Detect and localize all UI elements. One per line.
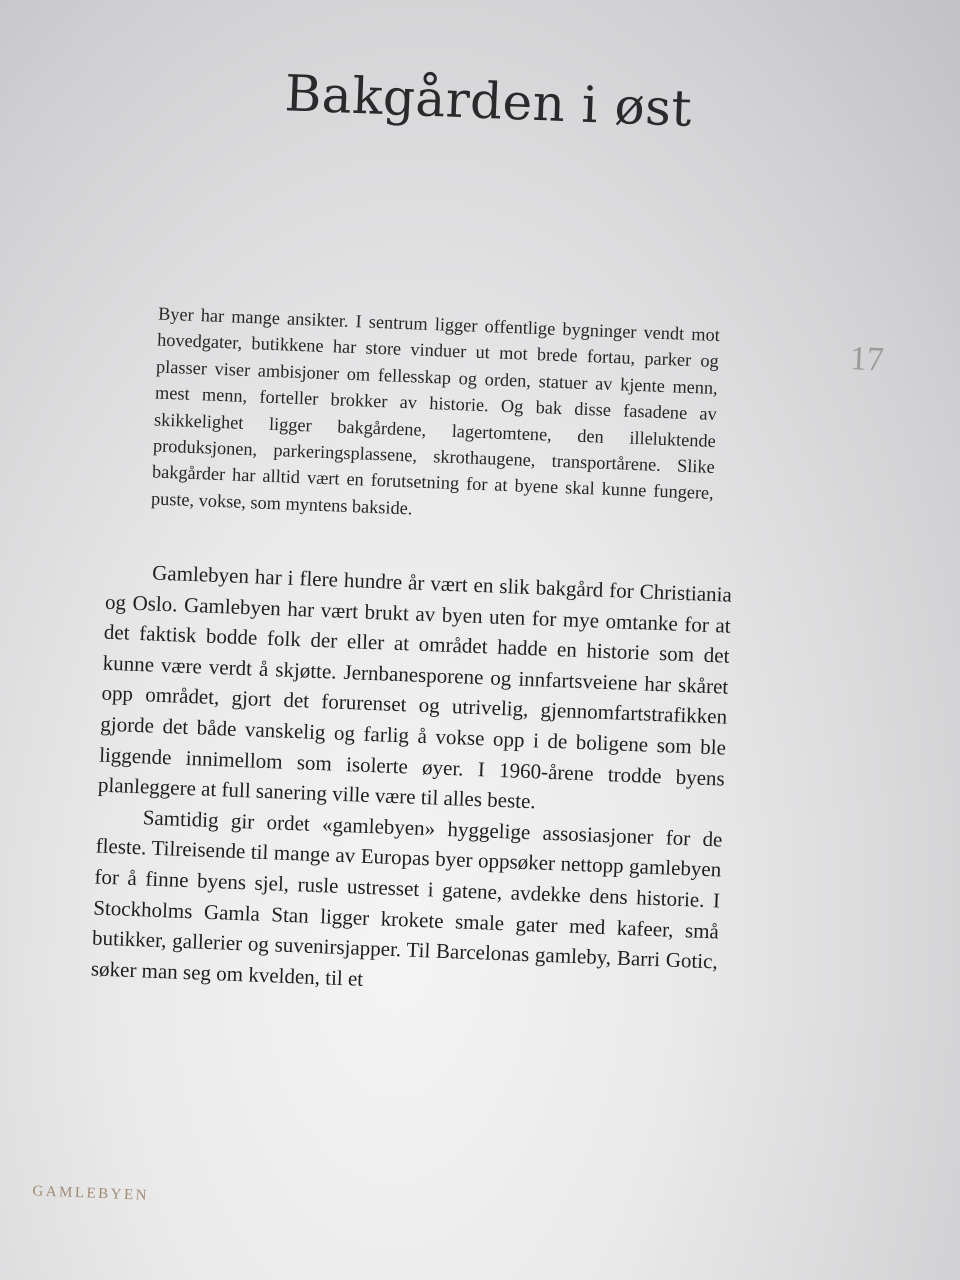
page-number: 17 (849, 340, 885, 379)
intro-paragraph: Byer har mange ansikter. I sentrum ligger offentlige bygninger vendt mot hovedgater, butikkene har store vinduer ut mot brede fortau, parker og plasser viser ambisjoner om fellesskap og orden, statuer av kjente menn, mest menn, forteller brokker av historie. Og bak disse fasadene av skikkelighet ligger bakgårdene, lagertomtene, den illeluktende produksjonen, parkeringsplassene, skrothaugene, transportårene. Slike bakgårder har alltid vært en forutsetning for at byene skal kunne fungere, puste, vokse, som myntens bakside. (150, 303, 721, 519)
body-text (90, 556, 732, 1008)
body-paragraph: Gamlebyen har i flere hundre år vært en slik bakgård for Christiania og Oslo. Gamlebyen har vært brukt av byen uten for mye omtanke for at det faktisk bodde folk der eller at området hadde en historie som det kunne være verdt å skjøtte. Jernbanesporene og innfartsveiene har skåret opp området, gjort det forurenset og utrivelig, gjennomfartstrafikken gjorde det både vanskelig og farlig å vokse opp i de boligene som ble liggende innimellom som isolerte øyer. I 1960-årene trodde byens planleggere at full sanering ville være til alles beste. (97, 560, 733, 814)
body-paragraph: Samtidig gir ordet «gamlebyen» hyggelige assosiasjoner for de fleste. Tilreisende til mange av Europas byer oppsøker nettopp gamlebyen for å finne byens sjel, rusle ustresset i gatene, avdekke dens historie. I Stockholms Gamla Stan ligger krokete smale gater med kafeer, små butikker, gallerier og suvenirsjapper. Til Barcelonas gamleby, Barri Gotic, søker man seg om kvelden, til et (90, 805, 723, 991)
chapter-title: Bakgården i øst (283, 64, 694, 138)
running-footer: GAMLEBYEN (32, 1183, 150, 1204)
